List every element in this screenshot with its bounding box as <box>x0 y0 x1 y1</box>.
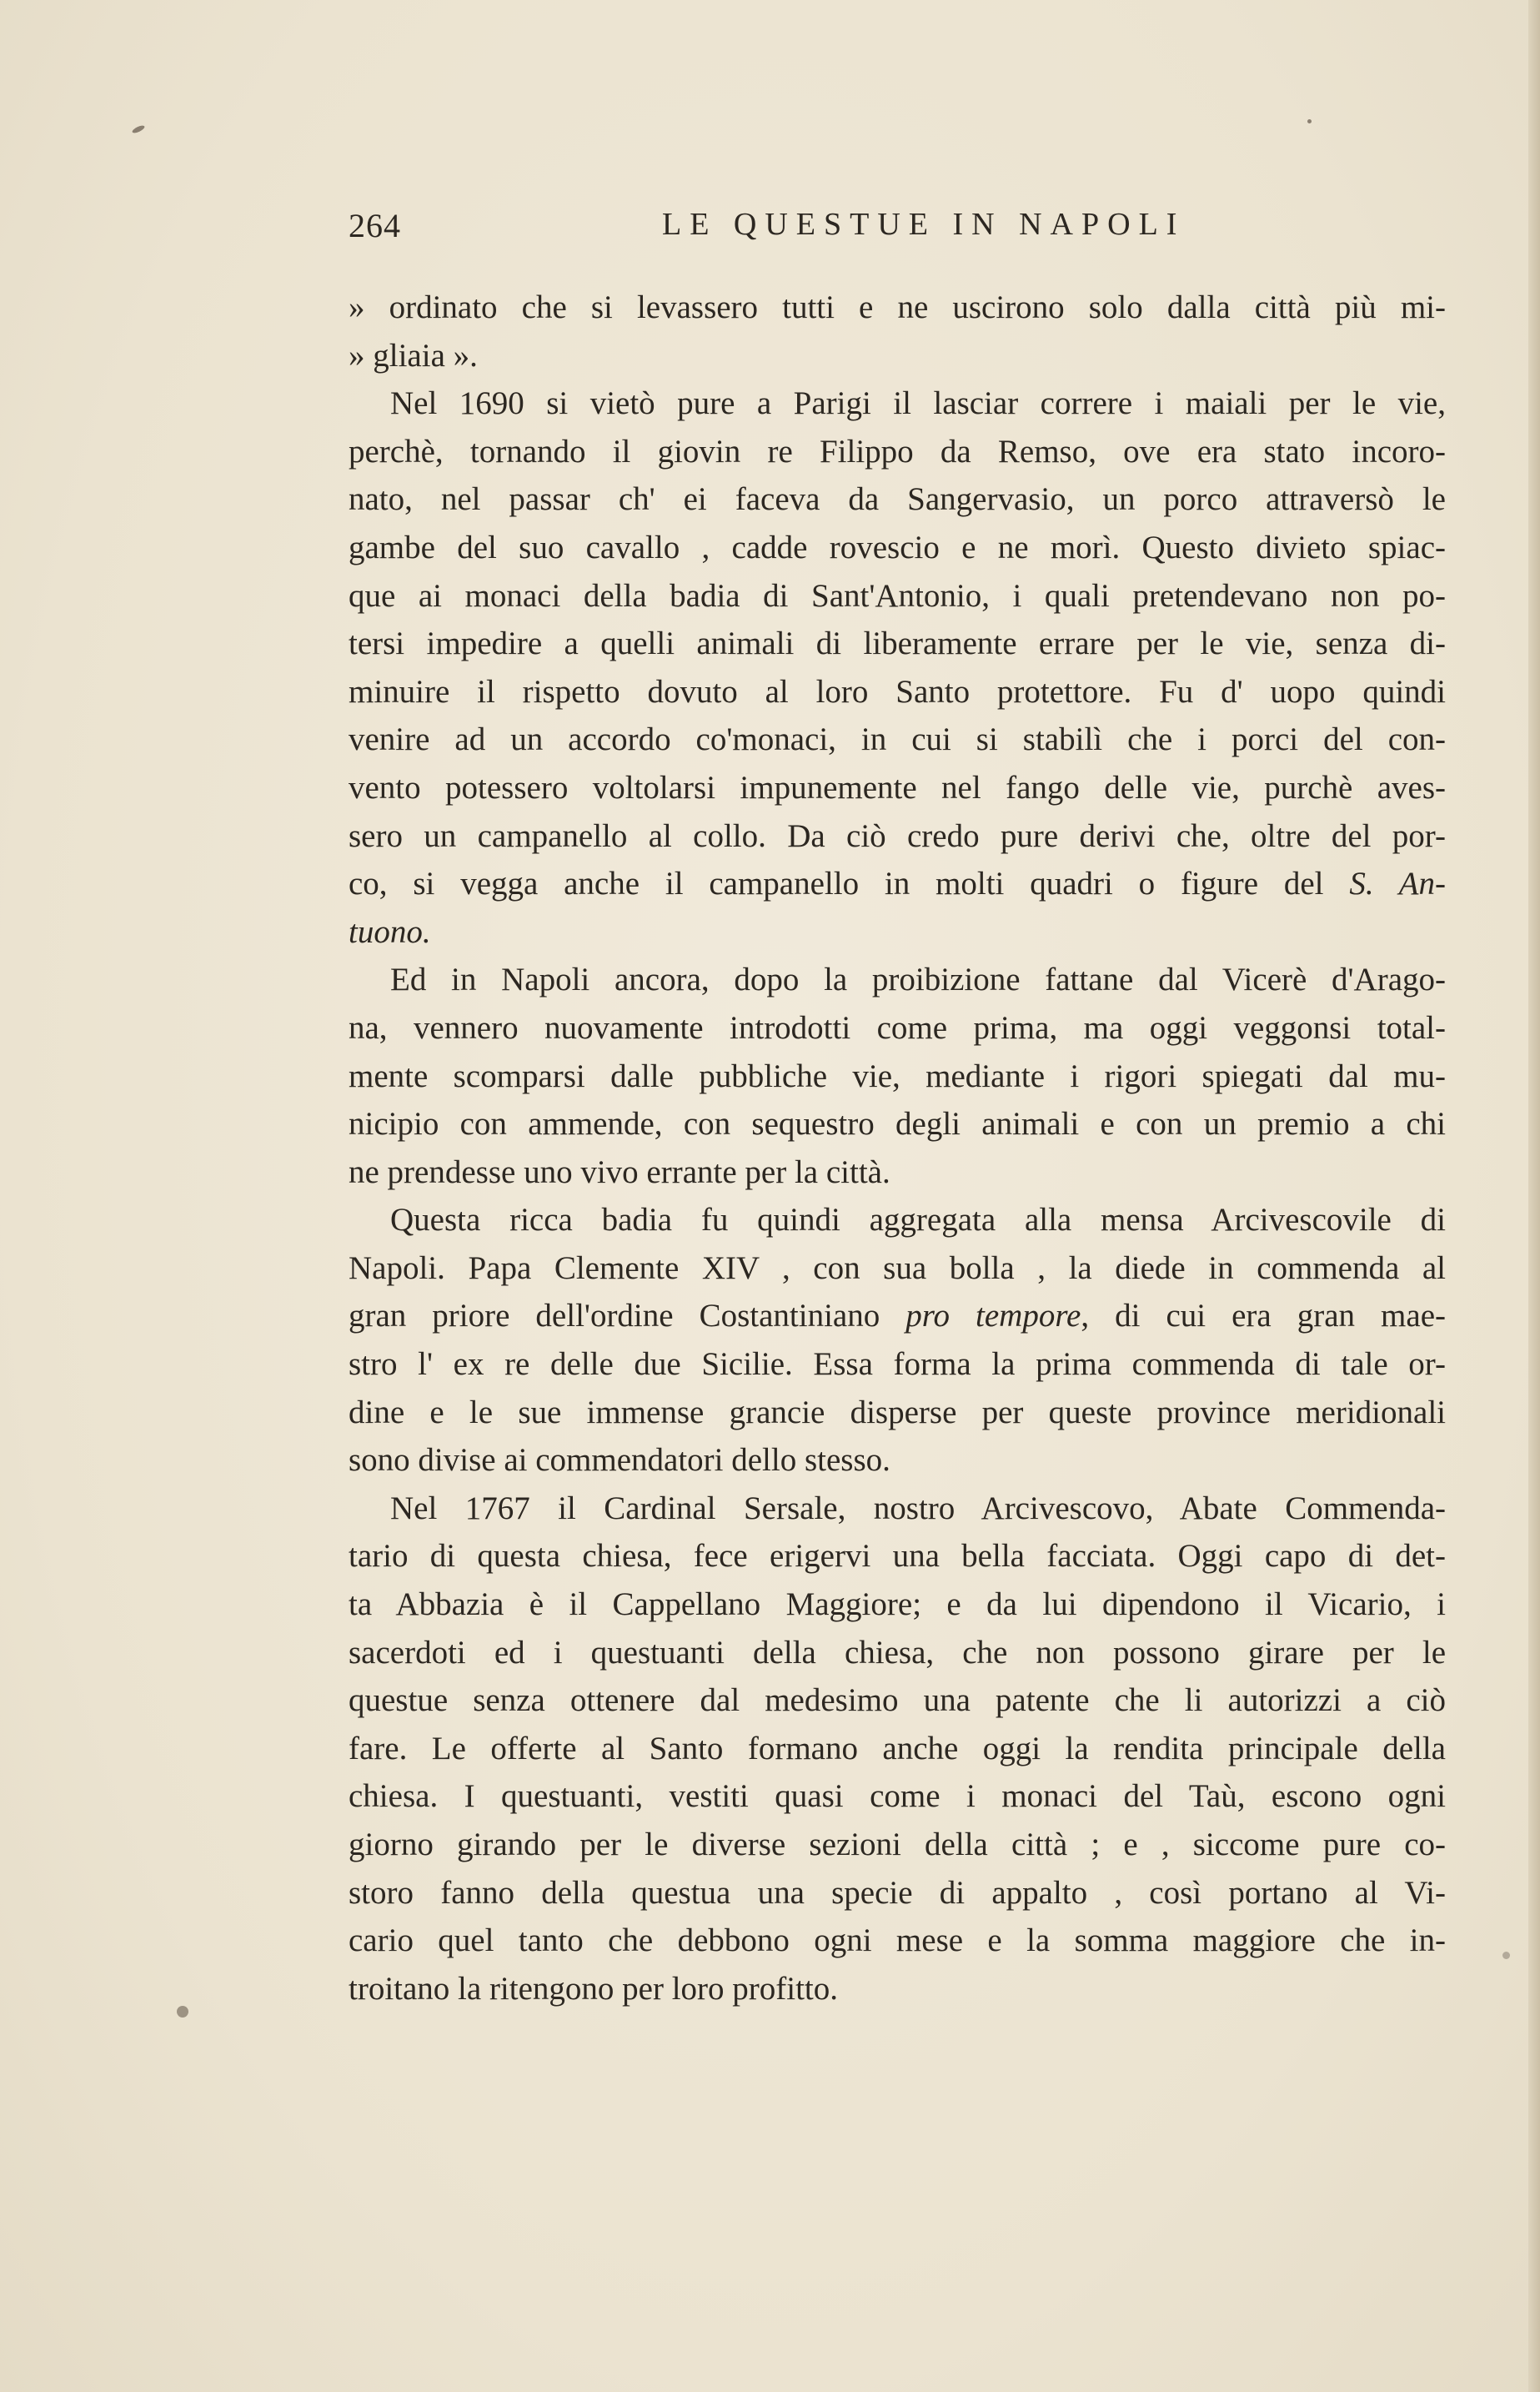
text-line: dine e le sue immense grancie disperse per queste province meridionali <box>349 1394 1446 1430</box>
ink-speck <box>1502 1952 1510 1959</box>
page-header <box>349 206 1192 249</box>
text-line: troitano la ritengono per loro profitto. <box>349 1970 839 2007</box>
page-edge <box>1528 0 1540 2392</box>
paragraph-start-line: Nel 1690 si vietò pure a Parigi il lasciar correre i maiali per le vie, <box>390 385 1446 422</box>
text-line: na, vennero nuovamente introdotti come prima, ma oggi veggonsi total- <box>349 1009 1446 1046</box>
italic-text: tuono. <box>349 913 431 950</box>
text-line: perchè, tornando il giovin re Filippo da Remso, ove era stato incoro- <box>349 433 1446 470</box>
text-line: nato, nel passar ch' ei faceva da Sangervasio, un porco attraversò le <box>349 481 1446 518</box>
text-line: fare. Le offerte al Santo formano anche oggi la rendita principale della <box>349 1730 1446 1766</box>
paragraph-start-line: Nel 1767 il Cardinal Sersale, nostro Arcivescovo, Abate Commenda- <box>390 1490 1446 1526</box>
text-line: Napoli. Papa Clemente XIV , con sua bolla , la diede in commenda al <box>349 1249 1446 1286</box>
text-line: ne prendesse uno vivo errante per la città. <box>349 1153 890 1190</box>
text-line: » ordinato che si levassero tutti e ne uscirono solo dalla città più mi- <box>349 289 1446 325</box>
text-line: giorno girando per le diverse sezioni della città ; e , siccome pure co- <box>349 1827 1446 1862</box>
text-line: sero un campanello al collo. Da ciò credo pure derivi che, oltre del por- <box>349 817 1446 854</box>
text-line: sono divise ai commendatori dello stesso. <box>349 1442 890 1479</box>
text-line: storo fanno della questua una specie di appalto , così portano al Vi- <box>349 1874 1446 1911</box>
paragraph-start-line: Ed in Napoli ancora, dopo la proibizione fattane dal Vicerè d'Arago- <box>390 962 1446 998</box>
text-line: chiesa. I questuanti, vestiti quasi come i monaci del Taù, escono ogni <box>349 1778 1446 1815</box>
text-line: gambe del suo cavallo , cadde rovescio e ne morì. Questo divieto spiac- <box>349 529 1446 565</box>
text-line: cario quel tanto che debbono ogni mese e la somma maggiore che in- <box>349 1922 1446 1959</box>
page-number: 264 <box>349 207 401 244</box>
text-line: vento potessero voltolarsi impunemente nel fango delle vie, purchè aves- <box>349 769 1446 806</box>
text-line: stro l' ex re delle due Sicilie. Essa forma la prima commenda di tale or- <box>349 1346 1446 1383</box>
text-line: que ai monaci della badia di Sant'Antonio, i quali pretendevano non po- <box>349 577 1446 614</box>
text-line: co, si vegga anche il campanello in molti quadri o figure del S. An- <box>349 866 1446 902</box>
ink-speck <box>177 2006 188 2018</box>
text-line: minuire il rispetto dovuto al loro Santo protettore. Fu d' uopo quindi <box>349 673 1446 710</box>
running-title: LE QUESTUE IN NAPOLI <box>662 207 1186 242</box>
text-line: sacerdoti ed i questuanti della chiesa, che non possono girare per le <box>349 1634 1446 1671</box>
text-line: mente scomparsi dalle pubbliche vie, mediante i rigori spiegati dal mu- <box>349 1058 1446 1094</box>
text-line: questue senza ottenere dal medesimo una patente che li autorizzi a ciò <box>349 1682 1446 1719</box>
text-line: tario di questa chiesa, fece erigervi una bella facciata. Oggi capo di det- <box>349 1538 1446 1575</box>
text-line: gran priore dell'ordine Costantiniano pro tempore, di cui era gran mae- <box>349 1298 1446 1334</box>
paragraph-start-line: Questa ricca badia fu quindi aggregata alla mensa Arcivescovile di <box>390 1202 1446 1239</box>
text-line: nicipio con ammende, con sequestro degli animali e con un premio a chi <box>349 1106 1446 1143</box>
italic-text: S. An- <box>1349 866 1446 902</box>
body-text <box>349 284 1446 2013</box>
text-line: venire ad un accordo co'monaci, in cui si stabilì che i porci del con- <box>349 721 1446 758</box>
text-line <box>349 908 1446 957</box>
ink-speck <box>1307 119 1312 123</box>
italic-text: pro tempore <box>905 1298 1081 1334</box>
ink-speck <box>131 124 145 134</box>
text-line: » gliaia ». <box>349 337 478 374</box>
text-line: tersi impedire a quelli animali di liberamente errare per le vie, senza di- <box>349 626 1446 662</box>
text-line: ta Abbazia è il Cappellano Maggiore; e da lui dipendono il Vicario, i <box>349 1586 1446 1623</box>
